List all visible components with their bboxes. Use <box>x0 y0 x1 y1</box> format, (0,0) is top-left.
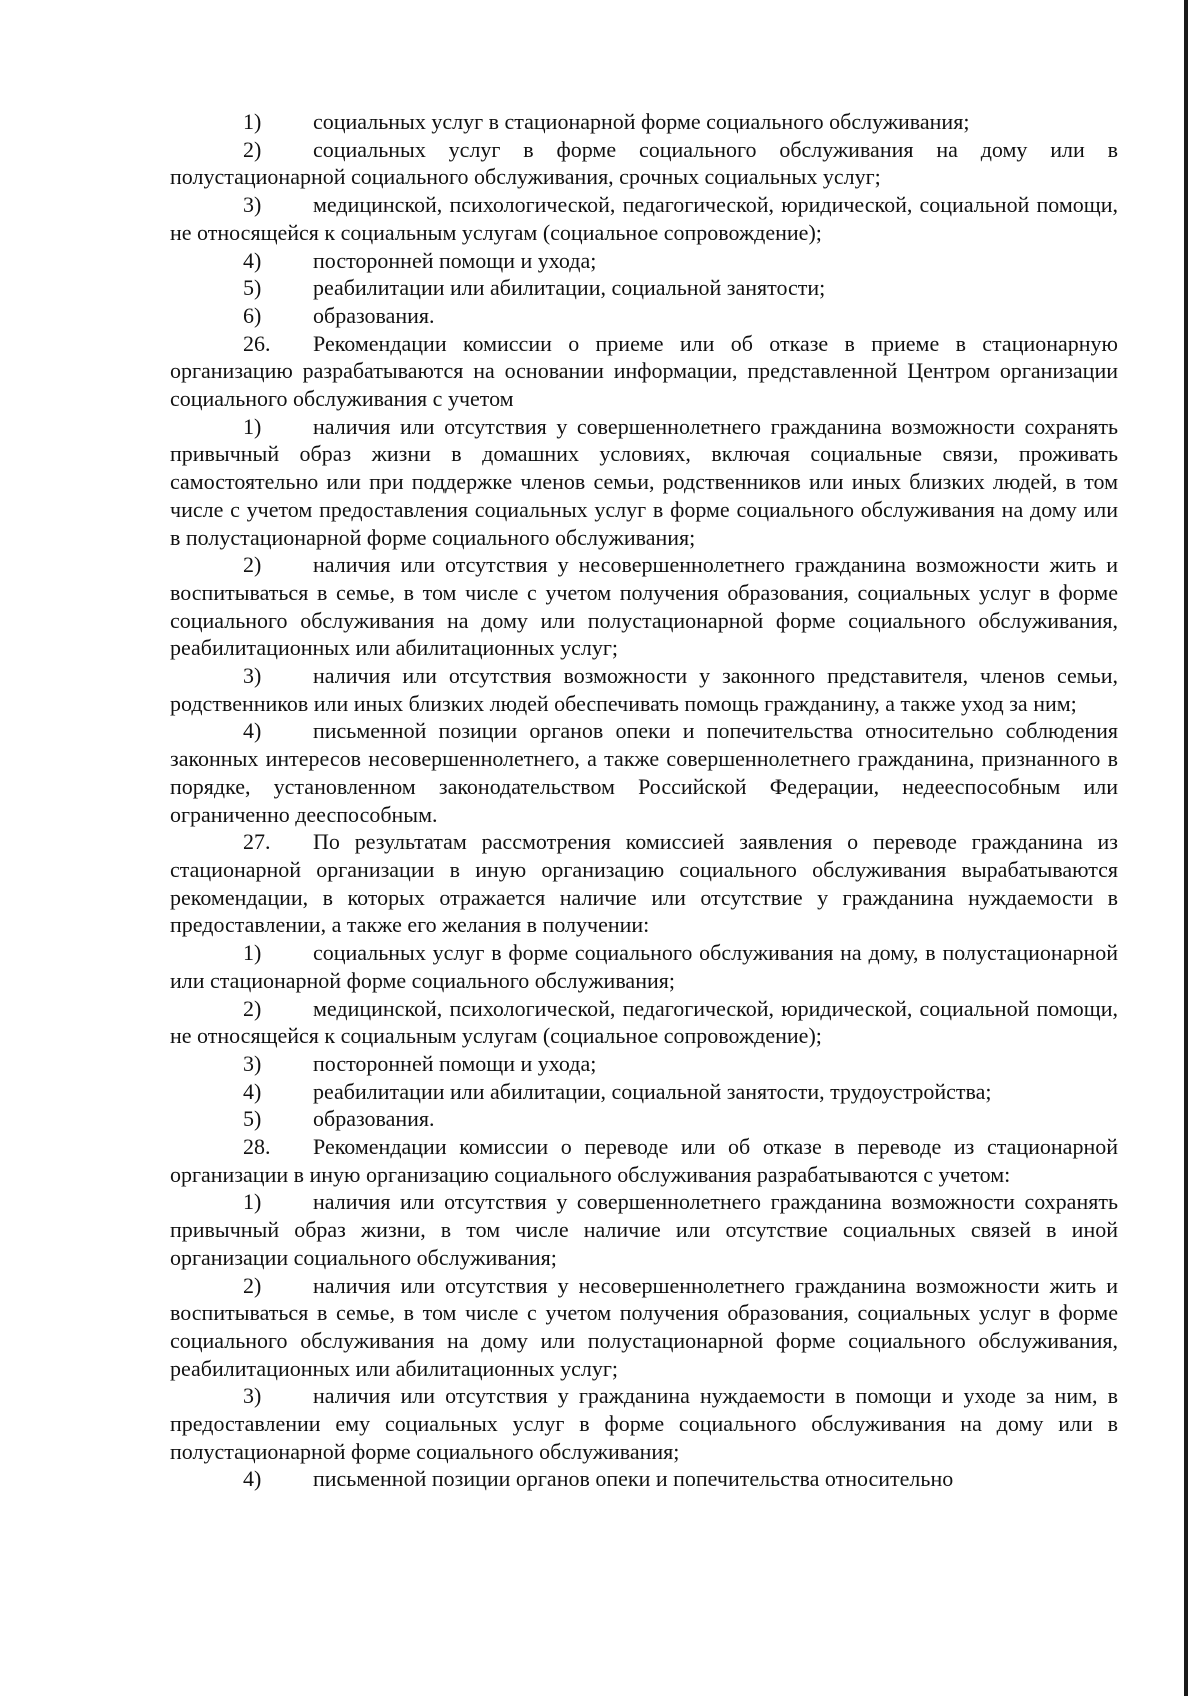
item-text: медицинской, психологической, педагогической, юридической, социальной помощи, не относящейся к социальным услугам (социальное сопровождение); <box>170 995 1118 1049</box>
item-text: образования. <box>313 302 435 328</box>
item-text: наличия или отсутствия у гражданина нуждаемости в помощи и уходе за ним, в предоставлении ему социальных услуг в форме социального обслуживания на дому или в полустационарной форме социального обслуживания; <box>170 1383 1118 1464</box>
item-text: наличия или отсутствия у несовершеннолетнего гражданина возможности жить и воспитываться в семье, в том числе с учетом получения образования, социальных услуг в форме социального обслуживания на дому или полустационарной форме социального обслуживания, реабилитационных или абилитационных услуг; <box>170 1272 1118 1381</box>
section-number: 27. <box>243 829 271 855</box>
section-number: 26. <box>243 330 271 356</box>
list-item <box>170 136 1118 191</box>
list-item <box>170 274 1118 302</box>
item-text: наличия или отсутствия у совершеннолетнего гражданина возможности сохранять привычный образ жизни, в том числе наличие или отсутствие социальных связей в иной организации социального обслуживания; <box>170 1189 1118 1270</box>
list-item <box>170 1272 1118 1383</box>
document-body <box>170 108 1118 1493</box>
list-item <box>170 1050 1118 1078</box>
item-text: письменной позиции органов опеки и попечительства относительно <box>313 1466 954 1492</box>
item-text: наличия или отсутствия у совершеннолетнего гражданина возможности сохранять привычный образ жизни в домашних условиях, включая социальные связи, проживать самостоятельно или при поддержке членов семьи, родственников или иных близких людей, в том числе с учетом предоставления социальных услуг в форме социального обслуживания на дому или в полустационарной форме социального обслуживания; <box>170 413 1118 550</box>
item-number: 5) <box>243 275 262 301</box>
item-number: 3) <box>243 663 262 689</box>
item-text: медицинской, психологической, педагогической, юридической, социальной помощи, не относящейся к социальным услугам (социальное сопровождение); <box>170 192 1118 245</box>
item-text: социальных услуг в форме социального обслуживания на дому, в полустационарной или стационарной форме социального обслуживания; <box>170 940 1118 993</box>
item-number: 2) <box>243 136 262 162</box>
item-text: наличия или отсутствия возможности у законного представителя, членов семьи, родственников или иных близких людей обеспечивать помощь гражданину, а также уход за ним; <box>170 663 1118 716</box>
list-item <box>170 247 1118 275</box>
item-text: социальных услуг в стационарной форме социального обслуживания; <box>313 109 970 134</box>
scan-edge-line <box>1184 0 1188 1696</box>
list-item <box>170 108 1118 136</box>
item-number: 6) <box>243 302 262 328</box>
item-number: 1) <box>243 940 262 966</box>
list-item <box>170 939 1118 994</box>
list-item <box>170 1188 1118 1271</box>
list-item <box>170 717 1118 828</box>
item-number: 1) <box>243 109 262 134</box>
item-text: письменной позиции органов опеки и попечительства относительно соблюдения законных интересов несовершеннолетнего, а также совершеннолетнего гражданина, признанного в порядке, установленном законодательством Российской Федерации, недееспособным или ограниченно дееспособным. <box>170 718 1118 827</box>
item-number: 5) <box>243 1106 262 1132</box>
list-item <box>170 1078 1118 1106</box>
list-item <box>170 191 1118 246</box>
item-number: 3) <box>243 1383 262 1409</box>
item-number: 4) <box>243 1466 262 1492</box>
section-text: Рекомендации комиссии о переводе или об отказе в переводе из стационарной организации в иную организацию социального обслуживания разрабатываются с учетом: <box>170 1134 1118 1187</box>
list-item <box>170 1382 1118 1465</box>
section-text: По результатам рассмотрения комиссией заявления о переводе гражданина из стационарной организации в иную организацию социального обслуживания вырабатываются рекомендации, в которых отражается наличие или отсутствие у гражданина нуждаемости в предоставлении, а также его желания в получении: <box>170 829 1118 938</box>
list-item <box>170 302 1118 330</box>
item-text: социальных услуг в форме социального обслуживания на дому или в полустационарной социального обслуживания, срочных социальных услуг; <box>170 136 1118 190</box>
list-item <box>170 662 1118 717</box>
item-text: реабилитации или абилитации, социальной занятости, трудоустройства; <box>313 1078 992 1104</box>
item-number: 1) <box>243 1189 262 1215</box>
list-item <box>170 413 1118 552</box>
item-text: посторонней помощи и ухода; <box>313 247 597 273</box>
item-text: посторонней помощи и ухода; <box>313 1050 597 1076</box>
item-number: 3) <box>243 1050 262 1076</box>
item-text: образования. <box>313 1106 435 1132</box>
section-number: 28. <box>243 1134 271 1160</box>
item-text: реабилитации или абилитации, социальной занятости; <box>313 275 826 301</box>
list-item <box>170 551 1118 662</box>
list-item <box>170 1465 1118 1493</box>
item-number: 2) <box>243 995 262 1021</box>
section-text: Рекомендации комиссии о приеме или об отказе в приеме в стационарную организацию разрабатываются на основании информации, представленной Центром организации социального обслуживания с учетом <box>170 330 1118 412</box>
list-item <box>170 995 1118 1050</box>
list-item <box>170 1105 1118 1133</box>
item-number: 4) <box>243 1078 262 1104</box>
item-text: наличия или отсутствия у несовершеннолетнего гражданина возможности жить и воспитываться в семье, в том числе с учетом получения образования, социальных услуг в форме социального обслуживания на дому или полустационарной форме социального обслуживания, реабилитационных или абилитационных услуг; <box>170 552 1118 661</box>
item-number: 2) <box>243 1272 262 1298</box>
item-number: 2) <box>243 552 262 578</box>
section-paragraph <box>170 1133 1118 1188</box>
item-number: 4) <box>243 718 262 744</box>
item-number: 4) <box>243 247 262 273</box>
section-paragraph <box>170 330 1118 413</box>
item-number: 1) <box>243 413 262 439</box>
section-paragraph <box>170 828 1118 939</box>
item-number: 3) <box>243 192 262 218</box>
